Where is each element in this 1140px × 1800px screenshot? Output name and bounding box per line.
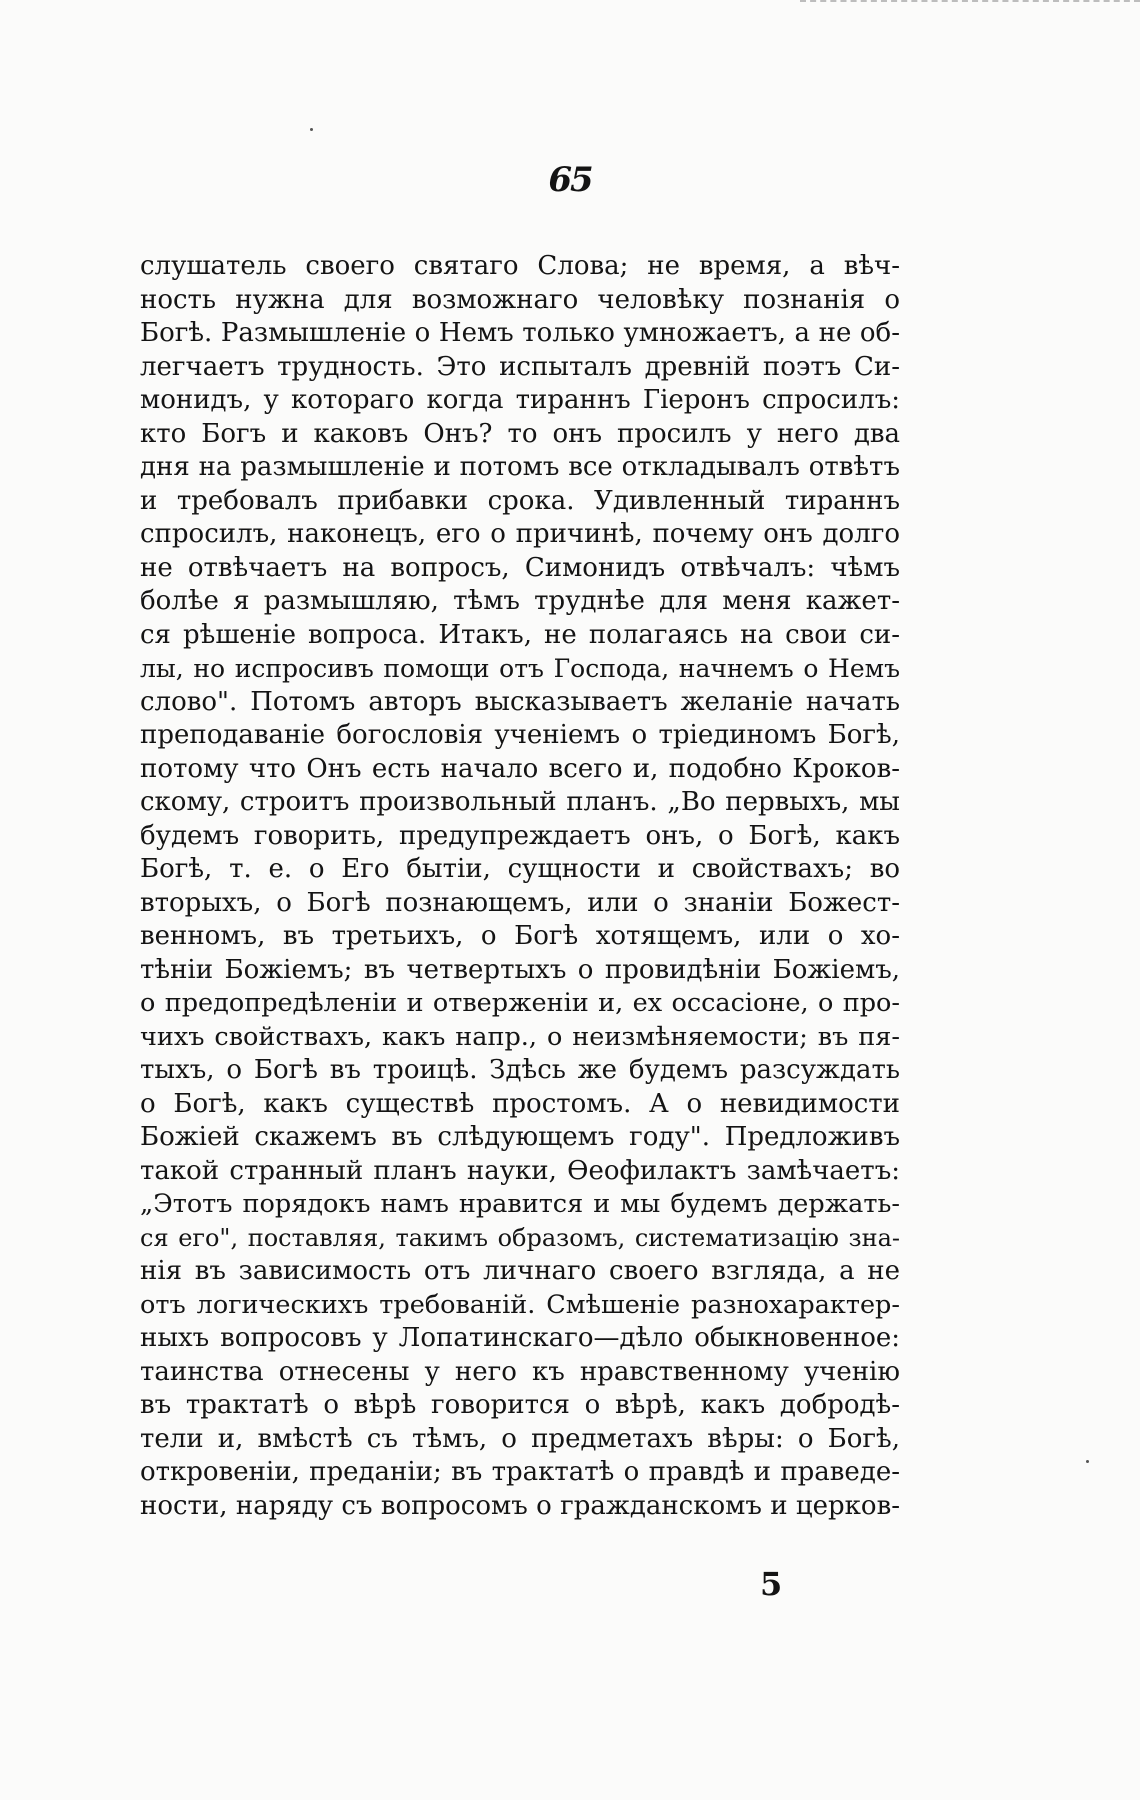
text-line: преподаваніе богословія ученіемъ о тріединомъ Богѣ, [140,720,900,750]
text-line: лы, но испросивъ помощи отъ Господа, начнемъ о Немъ [140,654,900,683]
text-line: Богѣ. Размышленіе о Немъ только умножаетъ, а не об- [140,318,900,348]
text-line: вторыхъ, о Богѣ познающемъ, или о знаніи Божест- [140,887,900,918]
text-line: ности, наряду съ вопросомъ о гражданскомъ и церков- [140,1490,900,1521]
text-line: ся его", поставляя, такимъ образомъ, систематизацію зна- [140,1223,900,1252]
text-line: спросилъ, наконецъ, его о причинѣ, почему онъ долго [140,519,900,549]
text-line: нія въ зависимость отъ личнаго своего взгляда, а не [140,1256,900,1286]
text-line: монидъ, у котораго когда тираннъ Гіеронъ спросилъ: [140,385,900,415]
text-line: чихъ свойствахъ, какъ напр., о неизмѣняемости; въ пя- [140,1021,900,1052]
text-line: ныхъ вопросовъ у Лопатинскаго—дѣло обыкновенное: [140,1323,900,1353]
text-line: о Богѣ, какъ существѣ простомъ. А о невидимости [140,1088,900,1119]
text-line: кто Богъ и каковъ Онъ? то онъ просилъ у него два [140,418,900,449]
text-line: слушатель своего святаго Слова; не время, а вѣч- [140,251,900,281]
text-line: болѣе я размышляю, тѣмъ труднѣе для меня кажет- [140,586,900,616]
text-line: скому, строитъ произвольный планъ. „Во первыхъ, мы [140,787,900,817]
text-line: такой странный планъ науки, Ѳеофилактъ замѣчаетъ: [140,1155,900,1186]
text-line: не отвѣчаетъ на вопросъ, Симонидъ отвѣчалъ: чѣмъ [140,552,900,583]
text-line: въ трактатѣ о вѣрѣ говорится о вѣрѣ, какъ добродѣ- [140,1390,900,1420]
text-line: тыхъ, о Богѣ въ троицѣ. Здѣсь же будемъ разсуждать [140,1055,900,1085]
page-number: 65 [548,160,592,200]
text-line: о предопредѣленіи и отверженіи и, ех оссасіоне, о про- [140,988,900,1018]
text-line: тели и, вмѣстѣ съ тѣмъ, о предметахъ вѣры: о Богѣ, [140,1423,900,1454]
text-line: тѣніи Божіемъ; въ четвертыхъ о провидѣніи Божіемъ, [140,954,900,985]
text-line: ность нужна для возможнаго человѣку познанія о [140,284,900,315]
text-line: отъ логическихъ требованій. Смѣшеніе разнохарактер- [140,1289,900,1320]
text-line: таинства отнесены у него къ нравственному ученію [140,1356,900,1387]
scan-speck [1086,1460,1089,1463]
scan-speck [310,128,313,131]
text-line: откровеніи, преданіи; въ трактатѣ о правдѣ и праведе- [140,1457,900,1487]
text-line: легчаетъ трудность. Это испыталъ древній поэтъ Си- [140,351,900,382]
text-line: потому что Онъ есть начало всего и, подобно Кроков- [140,753,900,784]
text-line: венномъ, въ третьихъ, о Богѣ хотящемъ, или о хо- [140,921,900,951]
text-line: дня на размышленіе и потомъ все откладывалъ отвѣтъ [140,452,900,482]
text-line: Божіей скажемъ въ слѣдующемъ году". Предложивъ [140,1122,900,1152]
text-line: Богѣ, т. е. о Его бытіи, сущности и свойствахъ; во [140,854,900,884]
text-line: слово". Потомъ авторъ высказываетъ желаніе начать [140,686,900,717]
body-text [140,250,900,1523]
text-line: „Этотъ порядокъ намъ нравится и мы будемъ держать- [140,1189,900,1219]
text-line: и требовалъ прибавки срока. Удивленный тираннъ [140,485,900,516]
signature-mark: 5 [760,1565,783,1603]
text-line: ся рѣшеніе вопроса. Итакъ, не полагаясь на свои си- [140,619,900,650]
text-line: будемъ говорить, предупреждаетъ онъ, о Богѣ, какъ [140,820,900,851]
scan-edge-mark [800,0,1140,10]
